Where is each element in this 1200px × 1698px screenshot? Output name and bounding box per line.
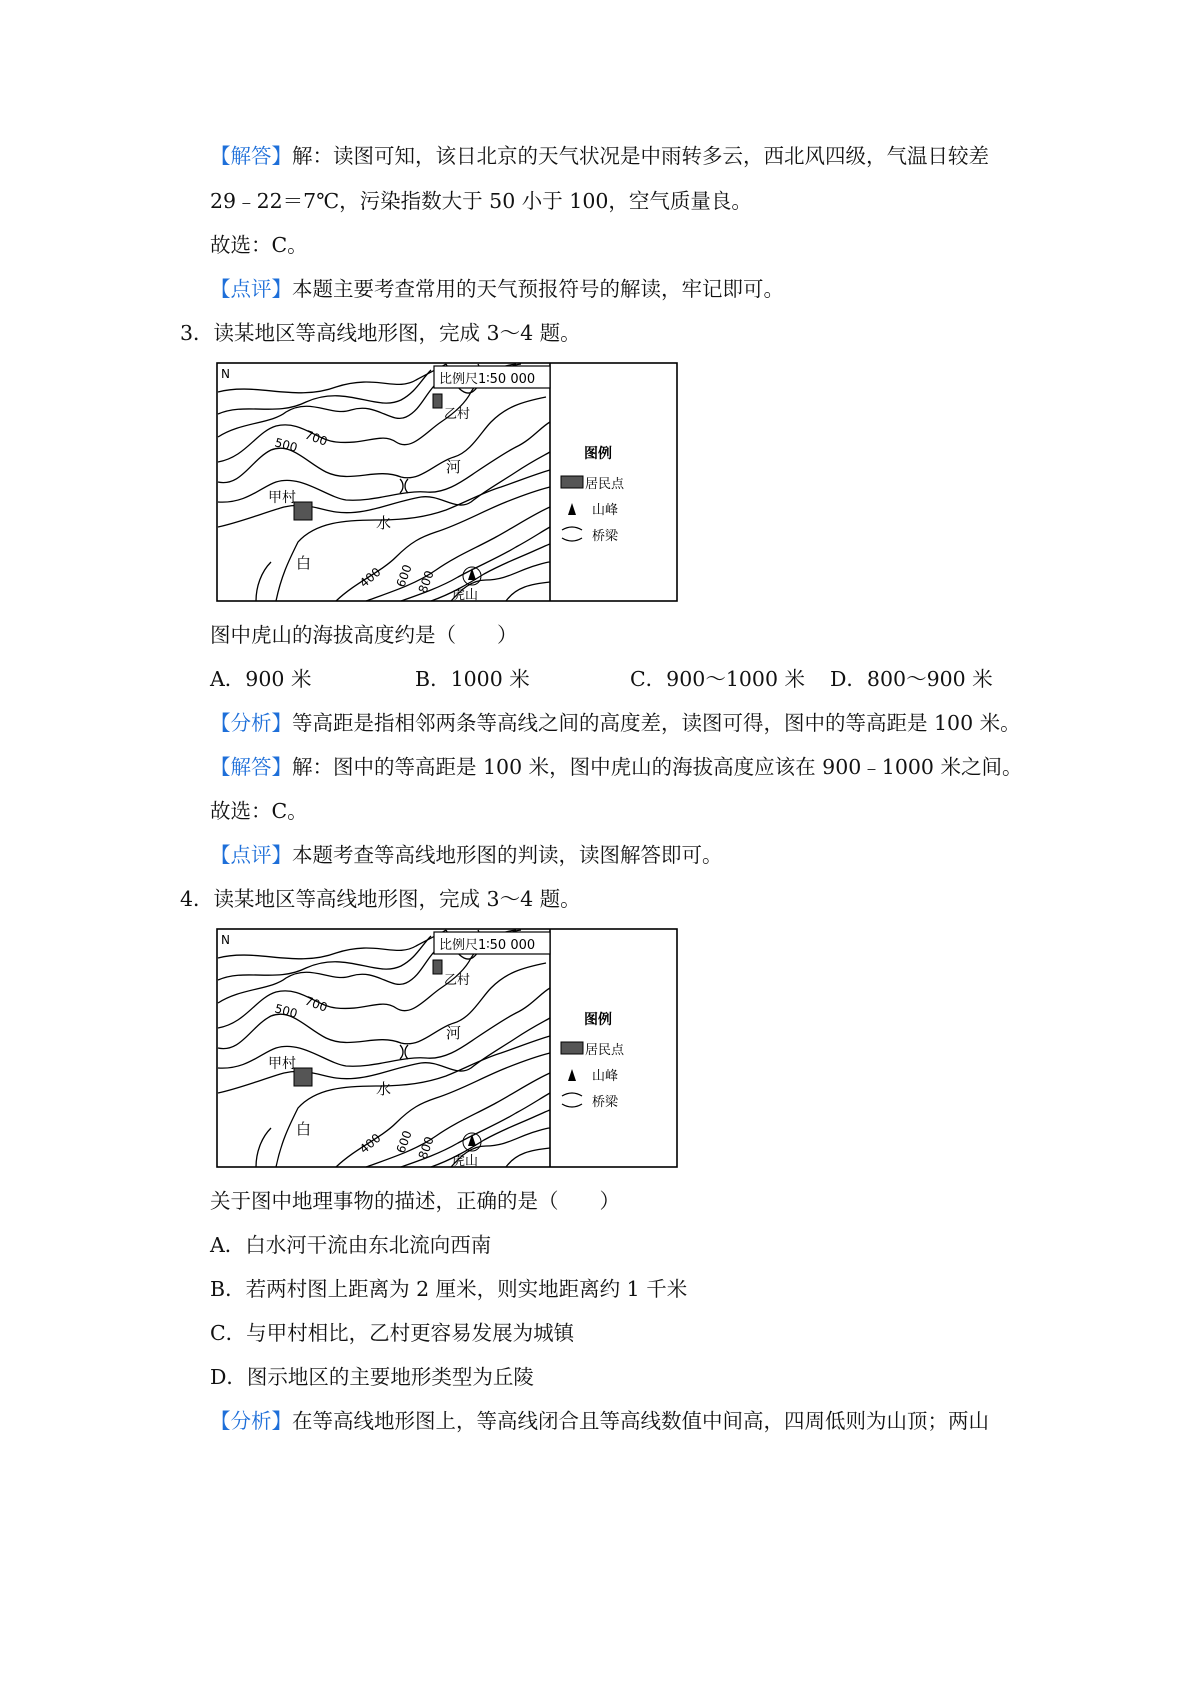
question-3-text: 图中虎山的海拔高度约是（ ） [210,623,518,647]
comment-tag: 【点评】 [210,843,292,867]
legend-item-bridge: 桥梁 [592,529,619,544]
north-label: N [221,367,230,381]
village-a-label: 甲村 [268,490,296,506]
contour-map-q4 [216,928,678,1184]
legend-item-peak: 山峰 [592,1069,619,1084]
legend-item-peak: 山峰 [592,503,619,518]
village-b-label: 乙村 [444,407,471,422]
contour-label-500: 500 [273,435,299,455]
river-char-3: 河 [446,458,462,476]
contour-label-500: 500 [273,1001,299,1021]
question-stem-text: 读某地区等高线地形图，完成 3～4 题。 [213,321,581,345]
river-char-1: 白 [296,1120,312,1138]
contour-label-800: 800 [415,1134,437,1162]
legend-item-settlement: 居民点 [585,1043,625,1058]
q4-analysis [210,1406,989,1436]
village-a-label: 甲村 [268,1056,296,1072]
contour-map-figure [216,928,678,1184]
answer-text: 解：读图可知，该日北京的天气状况是中雨转多云，西北风四级，气温日较差 [292,144,989,168]
q3-answer [210,752,1023,782]
comment-text: 本题主要考查常用的天气预报符号的解读，牢记即可。 [292,277,784,301]
legend-title: 图例 [584,1012,612,1028]
contour-label-800: 800 [415,568,437,596]
q3-option-d[interactable]: D．800～900 米 [830,667,993,691]
question-4-stem [180,884,581,914]
map-scale: 比例尺1∶50 000 [439,938,536,953]
answer-paragraph-line1 [210,141,989,171]
answer-tag: 【解答】 [210,755,292,779]
comment-text: 本题考查等高线地形图的判读，读图解答即可。 [292,843,723,867]
contour-label-700: 700 [302,427,330,449]
question-number: 3． [180,321,214,345]
legend-settlement-icon [561,476,583,488]
analysis-tag: 【分析】 [210,1409,292,1433]
contour-label-400: 400 [356,1130,384,1157]
answer-text: 解：图中的等高距是 100 米，图中虎山的海拔高度应该在 900﹣1000 米之间。 [292,755,1023,779]
q4-option-b[interactable]: B．若两村图上距离为 2 厘米，则实地距离约 1 千米 [210,1277,688,1301]
comment-tag: 【点评】 [210,277,292,301]
contour-label-400: 400 [356,564,384,591]
map-scale: 比例尺1∶50 000 [439,372,536,387]
legend-item-bridge: 桥梁 [592,1095,619,1110]
mountain-label: 虎山 [452,588,479,603]
q3-option-a[interactable]: A．900 米 [210,667,312,691]
q3-analysis [210,708,1021,738]
analysis-tag: 【分析】 [210,711,292,735]
legend-settlement-icon [561,1042,583,1054]
comment-paragraph [210,274,784,304]
question-stem-text: 读某地区等高线地形图，完成 3～4 题。 [213,887,581,911]
question-number: 4． [180,887,214,911]
river-char-2: 水 [376,514,392,532]
analysis-text: 在等高线地形图上，等高线闭合且等高线数值中间高，四周低则为山顶；两山 [292,1409,989,1433]
question-4-text: 关于图中地理事物的描述，正确的是（ ） [210,1189,620,1213]
choice-text: 故选：C。 [210,233,308,257]
question-3-stem [180,318,581,348]
contour-map-figure [216,362,678,618]
q3-option-b[interactable]: B．1000 米 [415,667,530,691]
river-char-2: 水 [376,1080,392,1098]
contour-label-600: 600 [393,562,415,590]
answer-paragraph-line2: 29﹣22＝7℃，污染指数大于 50 小于 100，空气质量良。 [210,189,752,213]
village-b-label: 乙村 [444,973,471,988]
north-label: N [221,933,230,947]
q3-choice: 故选：C。 [210,799,308,823]
river-char-3: 河 [446,1024,462,1042]
contour-map-q3 [216,362,678,618]
analysis-text: 等高距是指相邻两条等高线之间的高度差，读图可得，图中的等高距是 100 米。 [292,711,1021,735]
legend-item-settlement: 居民点 [585,477,625,492]
legend-title: 图例 [584,446,612,462]
q4-option-c[interactable]: C．与甲村相比，乙村更容易发展为城镇 [210,1321,575,1345]
q4-option-d[interactable]: D．图示地区的主要地形类型为丘陵 [210,1365,534,1389]
contour-label-700: 700 [302,993,330,1015]
q3-option-c[interactable]: C．900～1000 米 [630,667,806,691]
q3-comment [210,840,723,870]
river-char-1: 白 [296,554,312,572]
contour-label-600: 600 [393,1128,415,1156]
mountain-label: 虎山 [452,1154,479,1169]
q4-option-a[interactable]: A．白水河干流由东北流向西南 [210,1233,492,1257]
answer-tag: 【解答】 [210,144,292,168]
